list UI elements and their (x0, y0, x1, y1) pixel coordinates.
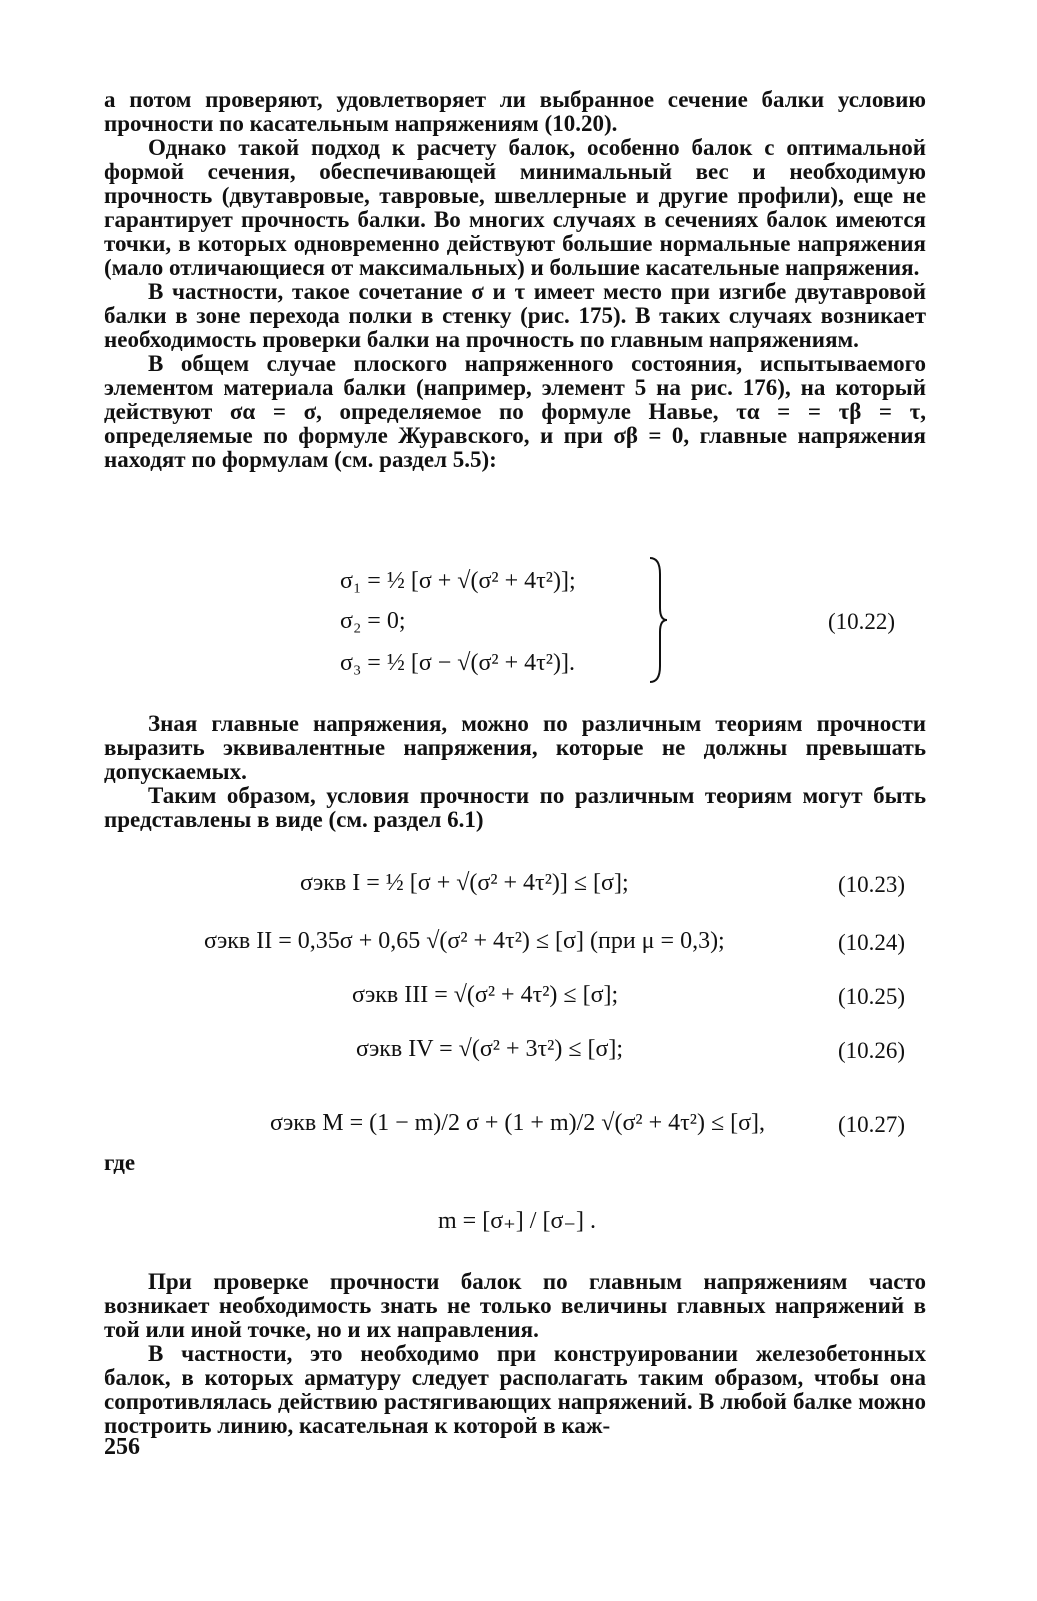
equation-10-25: σэкв III = √(σ² + 4τ²) ≤ [σ]; (352, 982, 619, 1008)
where-label: где (104, 1150, 136, 1175)
equation-number: (10.27) (838, 1112, 906, 1137)
equation-number: (10.26) (838, 1038, 906, 1063)
equation-sigma3: σ₃ = ½ [σ − √(σ² + 4τ²)]. (340, 650, 575, 676)
equation-number: (10.22) (828, 609, 896, 634)
equation-sigma1: σ₁ = ½ [σ + √(σ² + 4τ²)]; (340, 568, 576, 594)
paragraph: а потом проверяют, удовлетворяет ли выбранное сечение балки условию прочности по касательным напряжениям (10.20). (104, 87, 926, 136)
text-block-top (104, 88, 926, 472)
paragraph: При проверке прочности балок по главным напряжениям часто возникает необходимость знать не только величины главных напряжений в той или иной точке, но и их направления. (104, 1269, 926, 1342)
equation-m: m = [σ₊] / [σ₋] . (438, 1208, 597, 1234)
equation-10-27: σэкв M = (1 − m)/2 σ + (1 + m)/2 √(σ² + 4τ²) ≤ [σ], (270, 1110, 766, 1136)
equation-10-26: σэкв IV = √(σ² + 3τ²) ≤ [σ]; (356, 1036, 624, 1062)
equation-10-24: σэкв II = 0,35σ + 0,65 √(σ² + 4τ²) ≤ [σ] (при μ = 0,3); (204, 928, 725, 954)
right-brace-icon (648, 556, 668, 684)
equation-sigma2: σ₂ = 0; (340, 608, 406, 634)
paragraph: В общем случае плоского напряженного состояния, испытываемого элементом материала балки (например, элемент 5 на рис. 176), на который действуют σα = σ, определяемое по формуле Навье, τα = = τβ = τ, определяемые по формуле Журавского, и при σβ = 0, главные напряжения находят по формулам (см. раздел 5.5): (104, 351, 926, 472)
text-block-bottom (104, 1270, 926, 1438)
paragraph: В частности, такое сочетание σ и τ имеет место при изгибе двутавровой балки в зоне перехода полки в стенку (рис. 175). В таких случаях возникает необходимость проверки балки на прочность по главным напряжениям. (104, 279, 926, 352)
equation-10-23: σэкв I = ½ [σ + √(σ² + 4τ²)] ≤ [σ]; (300, 870, 629, 896)
equation-number: (10.25) (838, 984, 906, 1009)
text-block-middle (104, 712, 926, 832)
paragraph: Зная главные напряжения, можно по различным теориям прочности выразить эквивалентные напряжения, которые не должны превышать допускаемых. (104, 711, 926, 784)
paragraph: Однако такой подход к расчету балок, особенно балок с оптимальной формой сечения, обеспечивающей минимальный вес и необходимую прочность (двутавровые, тавровые, швеллерные и другие профили), еще не гарантирует прочность балки. Во многих случаях в сечениях балок имеются точки, в которых одновременно действуют большие нормальные напряжения (мало отличающиеся от максимальных) и большие касательные напряжения. (104, 135, 926, 280)
paragraph: В частности, это необходимо при конструировании железобетонных балок, в которых арматуру следует располагать таким образом, чтобы она сопротивлялась действию растягивающих напряжений. В любой балке можно построить линию, касательная к которой в каж- (104, 1341, 926, 1438)
paragraph: Таким образом, условия прочности по различным теориям могут быть представлены в виде (см. раздел 6.1) (104, 783, 926, 832)
equation-number: (10.23) (838, 872, 906, 897)
equation-number: (10.24) (838, 930, 906, 955)
page-number: 256 (104, 1434, 140, 1460)
